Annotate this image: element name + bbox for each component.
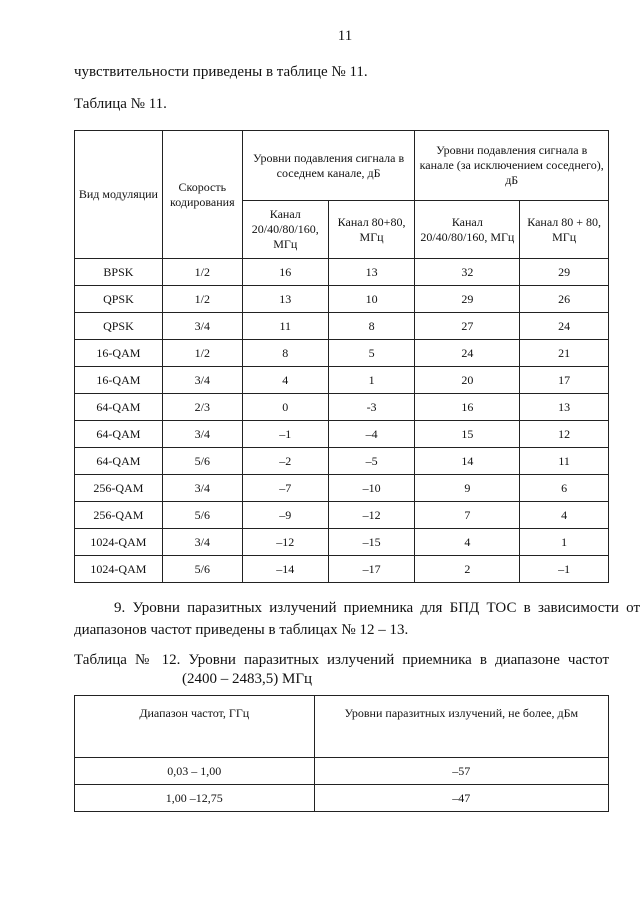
intro-text: чувствительности приведены в таблице № 11.	[74, 64, 368, 80]
table-cell: 12	[520, 421, 609, 448]
table-row	[75, 367, 609, 394]
table-row	[75, 529, 609, 556]
table-cell: 16-QAM	[75, 340, 163, 367]
table-row	[75, 340, 609, 367]
table-cell: 6	[520, 475, 609, 502]
table-row	[75, 758, 609, 785]
table-cell: –12	[328, 502, 415, 529]
table-12-caption-line2: (2400 – 2483,5) МГц	[182, 671, 313, 687]
table-cell: 32	[415, 259, 520, 286]
table-cell: –47	[314, 785, 608, 812]
subheader-1: Канал 20/40/80/160, МГц	[242, 201, 328, 259]
table-cell: 2	[415, 556, 520, 583]
table-cell: 3/4	[162, 421, 242, 448]
header-modulation: Вид модуляции	[75, 131, 163, 259]
table-cell: 5	[328, 340, 415, 367]
paragraph-9: 9. Уровни паразитных излучений приемника для БПД ТОС в зависимости от диапазонов частот приведены в таблицах № 12 – 13.	[74, 600, 640, 638]
table-cell: –14	[242, 556, 328, 583]
page-number: 11	[337, 28, 353, 44]
table-cell: 14	[415, 448, 520, 475]
table-12	[74, 695, 609, 812]
table-cell: 17	[520, 367, 609, 394]
header-rate: Скорость кодирования	[162, 131, 242, 259]
table-cell: QPSK	[75, 286, 163, 313]
table-cell: 27	[415, 313, 520, 340]
table-cell: 64-QAM	[75, 421, 163, 448]
header-range: Диапазон частот, ГГц	[75, 696, 315, 758]
table-cell: 20	[415, 367, 520, 394]
table-cell: 0,03 – 1,00	[75, 758, 315, 785]
table-cell: 1024-QAM	[75, 529, 163, 556]
table-cell: 16	[242, 259, 328, 286]
table-cell: –1	[242, 421, 328, 448]
table-cell: 1	[328, 367, 415, 394]
table-row	[75, 394, 609, 421]
table-cell: 10	[328, 286, 415, 313]
table-cell: –5	[328, 448, 415, 475]
table-cell: 3/4	[162, 475, 242, 502]
table-row	[75, 475, 609, 502]
table-cell: 5/6	[162, 556, 242, 583]
table-cell: 3/4	[162, 529, 242, 556]
table-cell: 13	[520, 394, 609, 421]
table-cell: 1,00 –12,75	[75, 785, 315, 812]
subheader-4: Канал 80 + 80, МГц	[520, 201, 609, 259]
table-cell: 24	[415, 340, 520, 367]
table-cell: 29	[415, 286, 520, 313]
table-row	[75, 421, 609, 448]
table-cell: 3/4	[162, 313, 242, 340]
table-12-caption-line1: Таблица № 12. Уровни паразитных излучений приемника в диапазоне частот	[74, 652, 609, 668]
table-cell: 13	[328, 259, 415, 286]
table-cell: 1/2	[162, 340, 242, 367]
table-cell: 8	[328, 313, 415, 340]
table-row	[75, 785, 609, 812]
table-cell: –7	[242, 475, 328, 502]
table-cell: –15	[328, 529, 415, 556]
table-cell: 64-QAM	[75, 394, 163, 421]
header-nonadjacent: Уровни подавления сигнала в канале (за исключением соседнего), дБ	[415, 131, 609, 201]
table-cell: 8	[242, 340, 328, 367]
table-cell: –1	[520, 556, 609, 583]
table-cell: 5/6	[162, 448, 242, 475]
header-adjacent: Уровни подавления сигнала в соседнем канале, дБ	[242, 131, 415, 201]
table-cell: 256-QAM	[75, 475, 163, 502]
table-cell: 29	[520, 259, 609, 286]
table-cell: 9	[415, 475, 520, 502]
table-cell: 1/2	[162, 286, 242, 313]
table-cell: 16-QAM	[75, 367, 163, 394]
table-cell: 24	[520, 313, 609, 340]
table-cell: 21	[520, 340, 609, 367]
table-cell: –9	[242, 502, 328, 529]
table-cell: 11	[242, 313, 328, 340]
table-cell: 4	[520, 502, 609, 529]
table-cell: 1/2	[162, 259, 242, 286]
table-cell: –57	[314, 758, 608, 785]
subheader-3: Канал 20/40/80/160, МГц	[415, 201, 520, 259]
table-cell: 3/4	[162, 367, 242, 394]
table-row	[75, 448, 609, 475]
table-cell: 7	[415, 502, 520, 529]
table-cell: –12	[242, 529, 328, 556]
table-row	[75, 556, 609, 583]
table-cell: 1024-QAM	[75, 556, 163, 583]
table-cell: 2/3	[162, 394, 242, 421]
table-cell: 64-QAM	[75, 448, 163, 475]
table-row	[75, 259, 609, 286]
table-11	[74, 130, 609, 583]
table-cell: 15	[415, 421, 520, 448]
table-cell: 256-QAM	[75, 502, 163, 529]
table-cell: 4	[242, 367, 328, 394]
table-row	[75, 313, 609, 340]
table-cell: BPSK	[75, 259, 163, 286]
table-cell: 4	[415, 529, 520, 556]
table-cell: 11	[520, 448, 609, 475]
table-cell: 16	[415, 394, 520, 421]
table-cell: 0	[242, 394, 328, 421]
table-row	[75, 502, 609, 529]
table-row	[75, 286, 609, 313]
table-cell: -3	[328, 394, 415, 421]
subheader-2: Канал 80+80, МГц	[328, 201, 415, 259]
table-cell: –2	[242, 448, 328, 475]
table-cell: –17	[328, 556, 415, 583]
table-cell: 26	[520, 286, 609, 313]
table-cell: –4	[328, 421, 415, 448]
table-cell: 13	[242, 286, 328, 313]
table-cell: 1	[520, 529, 609, 556]
table-cell: 5/6	[162, 502, 242, 529]
table-cell: QPSK	[75, 313, 163, 340]
table-cell: –10	[328, 475, 415, 502]
header-levels: Уровни паразитных излучений, не более, дБм	[314, 696, 608, 758]
table-11-caption: Таблица № 11.	[74, 96, 167, 112]
